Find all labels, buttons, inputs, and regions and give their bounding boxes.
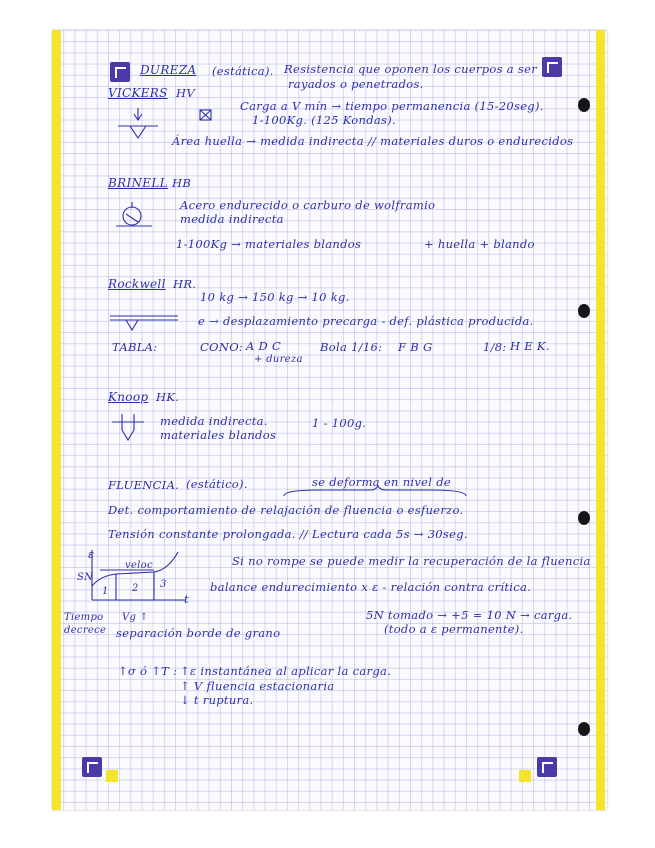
binder-hole bbox=[578, 511, 590, 525]
fluencia-left-bottom-3: separación borde de grano bbox=[116, 626, 281, 640]
dureza-title: DUREZA bbox=[140, 63, 197, 77]
graph-seg3: 3 bbox=[160, 579, 167, 590]
fluencia-title: FLUENCIA. bbox=[108, 478, 180, 492]
corner-marker-icon bbox=[542, 57, 562, 77]
brinell-line3: 1-100Kg → materiales blandos bbox=[176, 237, 362, 251]
fluencia-subtitle: (estático). bbox=[186, 477, 248, 491]
knoop-title: Knoop bbox=[108, 390, 149, 404]
fluencia-left-bottom-1: Vg ↑ bbox=[122, 612, 149, 623]
fluencia-right2: balance endurecimiento x ε - relación contra crítica. bbox=[210, 580, 532, 594]
summary-line1: ↑ε instantánea al aplicar la carga. bbox=[180, 664, 392, 678]
binder-hole bbox=[578, 304, 590, 318]
rockwell-cono-letters: A D C bbox=[246, 339, 282, 353]
summary-line3: ↓ t ruptura. bbox=[180, 693, 254, 707]
rockwell-line1: 10 kg → 150 kg → 10 kg. bbox=[200, 290, 350, 304]
rockwell-indenter-drawing bbox=[108, 306, 188, 334]
corner-yellow-square bbox=[106, 770, 118, 782]
fluencia-line2: Tensión constante prolongada. // Lectura cada 5s → 30seg. bbox=[108, 527, 468, 541]
corner-yellow-square bbox=[519, 770, 531, 782]
fluencia-right1: Si no rompe se puede medir la recuperación de la fluencia bbox=[232, 554, 591, 568]
fluencia-note: se deforma en nivel de bbox=[312, 475, 451, 489]
rockwell-title: Rockwell bbox=[108, 277, 166, 291]
rockwell-bola2-letters: H E K. bbox=[510, 339, 550, 353]
graph-x-label: t bbox=[184, 592, 189, 606]
graph-y-label: ε bbox=[88, 547, 95, 561]
rockwell-cono-note: + dureza bbox=[254, 354, 303, 365]
fluencia-creep-graph bbox=[82, 546, 212, 616]
fluencia-left-note-1: Tiempo bbox=[64, 612, 104, 623]
rockwell-tabla-label: TABLA: bbox=[112, 340, 158, 354]
vickers-unit: HV bbox=[176, 86, 195, 100]
dureza-desc-line1: Resistencia que oponen los cuerpos a ser bbox=[284, 62, 537, 76]
fluencia-line1: Det. comportamiento de relajación de fluencia o esfuerzo. bbox=[108, 503, 464, 517]
fluencia-brace bbox=[280, 486, 470, 500]
fluencia-right4: (todo a ε permanente). bbox=[384, 622, 524, 636]
binder-hole bbox=[578, 722, 590, 736]
dureza-subtitle: (estática). bbox=[212, 64, 274, 78]
graph-seg2: 2 bbox=[132, 583, 139, 594]
page-margin-strip-left bbox=[52, 30, 61, 810]
corner-marker-icon bbox=[537, 757, 557, 777]
summary-line2: ↑ V fluencia estacionaria bbox=[180, 679, 335, 693]
brinell-ball-drawing bbox=[112, 196, 172, 236]
graph-seg1: 1 bbox=[102, 586, 109, 597]
summary-lead: ↑σ ó ↑T : bbox=[118, 664, 178, 678]
binder-hole bbox=[578, 98, 590, 112]
brinell-line2: medida indirecta bbox=[180, 212, 284, 226]
fluencia-left-note-2: decrece bbox=[64, 625, 107, 636]
knoop-indenter-drawing bbox=[110, 410, 150, 450]
vickers-line1: Carga a V mín → tiempo permanencia (15-20seg). bbox=[240, 99, 544, 113]
brinell-title: BRINELL bbox=[108, 176, 168, 190]
graph-sn-label: SN bbox=[77, 572, 94, 583]
fluencia-right3: 5N tomado → +5 = 10 N → carga. bbox=[366, 608, 573, 622]
corner-marker-icon bbox=[82, 757, 102, 777]
rockwell-bola-label: Bola 1/16: bbox=[320, 340, 383, 354]
rockwell-unit: HR. bbox=[173, 277, 197, 291]
brinell-line1: Acero endurecido o carburo de wolframio bbox=[180, 198, 436, 212]
brinell-line4: + huella + blando bbox=[424, 237, 535, 251]
rockwell-bola-letters: F B G bbox=[398, 340, 433, 354]
knoop-line1: medida indirecta. bbox=[160, 414, 268, 428]
graph-veloc-label: veloc bbox=[125, 560, 153, 571]
rockwell-line2: e → desplazamiento precarga - def. plástica producida. bbox=[198, 314, 534, 328]
knoop-range: 1 - 100g. bbox=[312, 416, 367, 430]
brinell-unit: HB bbox=[172, 176, 192, 190]
vickers-line2: 1-100Kg. (125 Kondas). bbox=[252, 113, 396, 127]
corner-marker-icon bbox=[110, 62, 130, 82]
knoop-line2: materiales blandos bbox=[160, 428, 277, 442]
dureza-desc-line2: rayados o penetrados. bbox=[288, 77, 424, 91]
rockwell-cono-label: CONO: bbox=[200, 340, 244, 354]
vickers-line3: Área huella → medida indirecta // materiales duros o endurecidos bbox=[172, 134, 574, 148]
rockwell-bola2-label: 1/8: bbox=[483, 340, 507, 354]
vickers-title: VICKERS bbox=[108, 86, 168, 100]
page-margin-strip-right bbox=[596, 30, 605, 810]
knoop-unit: HK. bbox=[156, 390, 180, 404]
